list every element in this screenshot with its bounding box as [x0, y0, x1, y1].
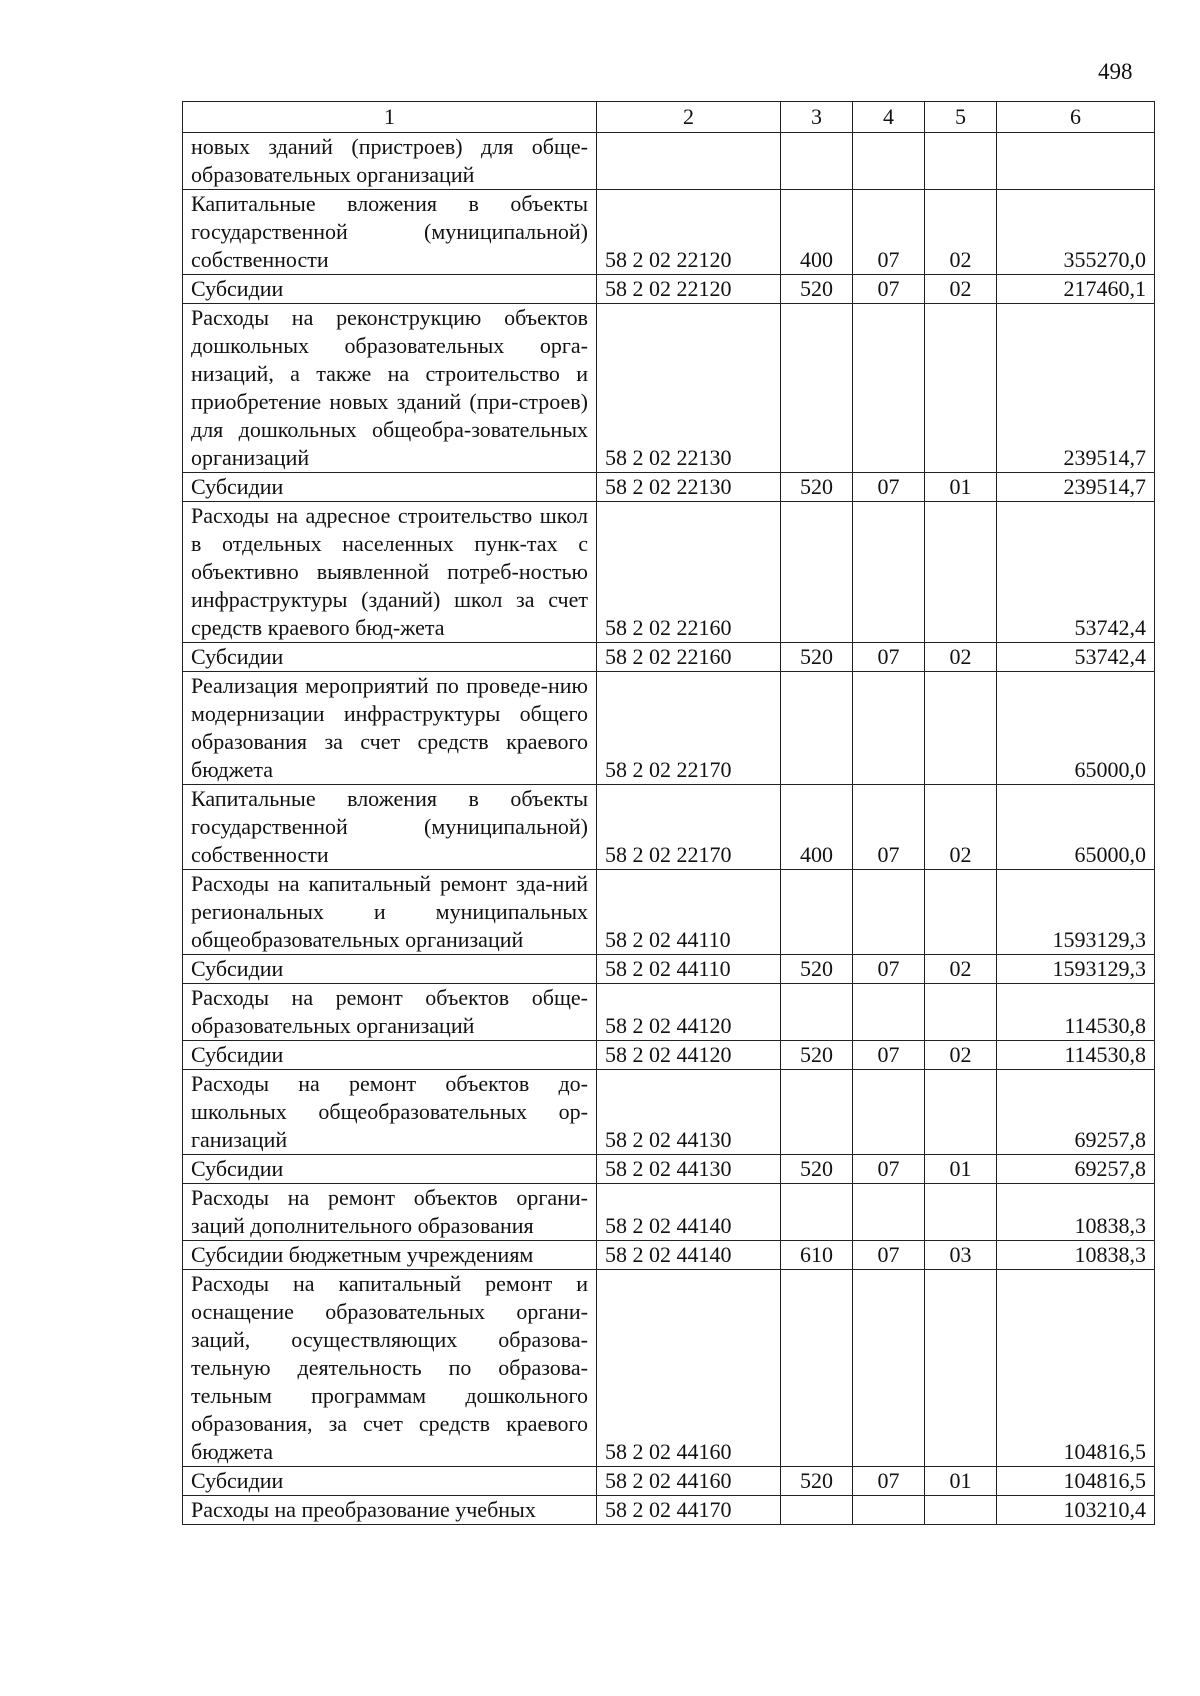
row-amount-cell: 69257,8 — [997, 1070, 1155, 1155]
row-subsection-cell — [925, 984, 997, 1041]
row-amount-cell: 217460,1 — [997, 275, 1155, 304]
row-name-cell: Расходы на ремонт объектов обще-образовательных организаций — [183, 984, 597, 1041]
table-row — [183, 1241, 1155, 1270]
row-code-cell: 58 2 02 44140 — [597, 1184, 781, 1241]
row-expense-type-cell: 520 — [781, 1041, 853, 1070]
table-row — [183, 473, 1155, 502]
row-expense-type-cell — [781, 870, 853, 955]
row-section-cell: 07 — [853, 1041, 925, 1070]
row-expense-type-cell: 520 — [781, 1467, 853, 1496]
row-subsection-cell: 02 — [925, 785, 997, 870]
row-name-cell: Субсидии — [183, 1155, 597, 1184]
column-header-1: 1 — [183, 102, 597, 133]
row-expense-type-cell: 520 — [781, 955, 853, 984]
row-section-cell: 07 — [853, 190, 925, 275]
row-amount-cell: 53742,4 — [997, 643, 1155, 672]
row-code-cell: 58 2 02 44160 — [597, 1270, 781, 1467]
row-subsection-cell: 02 — [925, 275, 997, 304]
row-section-cell: 07 — [853, 1241, 925, 1270]
row-expense-type-cell — [781, 1496, 853, 1525]
row-expense-type-cell — [781, 502, 853, 643]
column-header-3: 3 — [781, 102, 853, 133]
row-code-cell: 58 2 02 22130 — [597, 473, 781, 502]
row-name-cell: Капитальные вложения в объекты государственной (муниципальной) собственности — [183, 190, 597, 275]
row-section-cell — [853, 1070, 925, 1155]
column-header-4: 4 — [853, 102, 925, 133]
row-name-cell: Субсидии — [183, 1041, 597, 1070]
row-code-cell: 58 2 02 44120 — [597, 1041, 781, 1070]
row-section-cell: 07 — [853, 1155, 925, 1184]
table-row — [183, 984, 1155, 1041]
row-expense-type-cell — [781, 304, 853, 473]
row-expense-type-cell — [781, 1070, 853, 1155]
row-expense-type-cell: 520 — [781, 473, 853, 502]
row-code-cell — [597, 133, 781, 190]
row-expense-type-cell — [781, 672, 853, 785]
row-amount-cell: 239514,7 — [997, 473, 1155, 502]
row-amount-cell: 10838,3 — [997, 1184, 1155, 1241]
row-subsection-cell — [925, 870, 997, 955]
row-subsection-cell — [925, 1496, 997, 1525]
row-expense-type-cell: 610 — [781, 1241, 853, 1270]
table-body — [183, 133, 1155, 1525]
row-amount-cell: 104816,5 — [997, 1467, 1155, 1496]
row-amount-cell: 104816,5 — [997, 1270, 1155, 1467]
row-name-cell: Субсидии — [183, 643, 597, 672]
page-number: 498 — [1098, 59, 1133, 84]
row-subsection-cell: 01 — [925, 1467, 997, 1496]
row-amount-cell: 103210,4 — [997, 1496, 1155, 1525]
row-code-cell: 58 2 02 44120 — [597, 984, 781, 1041]
table-row — [183, 133, 1155, 190]
column-header-5: 5 — [925, 102, 997, 133]
row-name-cell: Расходы на капитальный ремонт зда-ний региональных и муниципальных общеобразовательных организаций — [183, 870, 597, 955]
row-code-cell: 58 2 02 44110 — [597, 870, 781, 955]
row-section-cell: 07 — [853, 955, 925, 984]
table-row — [183, 672, 1155, 785]
row-subsection-cell: 02 — [925, 190, 997, 275]
row-subsection-cell — [925, 502, 997, 643]
table-row — [183, 1184, 1155, 1241]
row-subsection-cell — [925, 672, 997, 785]
row-amount-cell: 355270,0 — [997, 190, 1155, 275]
row-section-cell — [853, 304, 925, 473]
row-section-cell — [853, 502, 925, 643]
column-header-6: 6 — [997, 102, 1155, 133]
row-expense-type-cell: 520 — [781, 275, 853, 304]
table-row — [183, 304, 1155, 473]
row-subsection-cell — [925, 133, 997, 190]
row-amount-cell: 10838,3 — [997, 1241, 1155, 1270]
row-amount-cell: 1593129,3 — [997, 955, 1155, 984]
row-expense-type-cell — [781, 133, 853, 190]
row-subsection-cell — [925, 1184, 997, 1241]
row-name-cell: Расходы на адресное строительство школ в отдельных населенных пунк-тах с объективно выявленной потреб-ностью инфраструктуры (зданий) школ за счет средств краевого бюд-жета — [183, 502, 597, 643]
row-section-cell — [853, 1496, 925, 1525]
row-name-cell: Субсидии — [183, 1467, 597, 1496]
row-name-cell: Субсидии бюджетным учреждениям — [183, 1241, 597, 1270]
row-amount-cell: 65000,0 — [997, 672, 1155, 785]
row-amount-cell — [997, 133, 1155, 190]
row-subsection-cell: 02 — [925, 955, 997, 984]
row-section-cell — [853, 1270, 925, 1467]
row-section-cell — [853, 1184, 925, 1241]
row-name-cell: Реализация мероприятий по проведе-нию модернизации инфраструктуры общего образования за счет средств краевого бюджета — [183, 672, 597, 785]
row-section-cell: 07 — [853, 473, 925, 502]
row-amount-cell: 1593129,3 — [997, 870, 1155, 955]
row-section-cell — [853, 870, 925, 955]
row-expense-type-cell: 400 — [781, 190, 853, 275]
row-expense-type-cell — [781, 1184, 853, 1241]
row-code-cell: 58 2 02 22170 — [597, 672, 781, 785]
row-subsection-cell: 03 — [925, 1241, 997, 1270]
row-section-cell: 07 — [853, 785, 925, 870]
row-amount-cell: 53742,4 — [997, 502, 1155, 643]
row-name-cell: новых зданий (пристроев) для обще-образовательных организаций — [183, 133, 597, 190]
table-row — [183, 643, 1155, 672]
row-amount-cell: 239514,7 — [997, 304, 1155, 473]
row-name-cell: Субсидии — [183, 473, 597, 502]
column-header-2: 2 — [597, 102, 781, 133]
row-subsection-cell — [925, 1070, 997, 1155]
row-expense-type-cell: 520 — [781, 643, 853, 672]
table-row — [183, 785, 1155, 870]
row-expense-type-cell — [781, 984, 853, 1041]
row-name-cell: Расходы на преобразование учебных — [183, 1496, 597, 1525]
header-row — [183, 102, 1155, 133]
row-code-cell: 58 2 02 44140 — [597, 1241, 781, 1270]
table-row — [183, 1155, 1155, 1184]
row-subsection-cell: 01 — [925, 473, 997, 502]
table-row — [183, 870, 1155, 955]
row-code-cell: 58 2 02 22160 — [597, 502, 781, 643]
row-amount-cell: 69257,8 — [997, 1155, 1155, 1184]
row-expense-type-cell: 520 — [781, 1155, 853, 1184]
table-row — [183, 1041, 1155, 1070]
row-code-cell: 58 2 02 22130 — [597, 304, 781, 473]
table-row — [183, 1467, 1155, 1496]
row-code-cell: 58 2 02 22120 — [597, 190, 781, 275]
row-subsection-cell — [925, 304, 997, 473]
row-subsection-cell: 02 — [925, 1041, 997, 1070]
row-subsection-cell: 01 — [925, 1155, 997, 1184]
row-name-cell: Расходы на ремонт объектов органи-заций дополнительного образования — [183, 1184, 597, 1241]
row-expense-type-cell — [781, 1270, 853, 1467]
row-code-cell: 58 2 02 44130 — [597, 1070, 781, 1155]
row-code-cell: 58 2 02 44170 — [597, 1496, 781, 1525]
row-code-cell: 58 2 02 44110 — [597, 955, 781, 984]
row-name-cell: Расходы на ремонт объектов до-школьных общеобразовательных ор-ганизаций — [183, 1070, 597, 1155]
table-row — [183, 1070, 1155, 1155]
table-row — [183, 1496, 1155, 1525]
row-code-cell: 58 2 02 22120 — [597, 275, 781, 304]
row-amount-cell: 65000,0 — [997, 785, 1155, 870]
row-code-cell: 58 2 02 44130 — [597, 1155, 781, 1184]
table-row — [183, 502, 1155, 643]
row-name-cell: Расходы на капитальный ремонт и оснащение образовательных органи-заций, осуществляющих образова-тельную деятельность по образова-тельным программам дошкольного образования, за счет средств краевого бюджета — [183, 1270, 597, 1467]
row-subsection-cell — [925, 1270, 997, 1467]
row-name-cell: Субсидии — [183, 955, 597, 984]
table-row — [183, 1270, 1155, 1467]
row-subsection-cell: 02 — [925, 643, 997, 672]
row-section-cell: 07 — [853, 275, 925, 304]
row-section-cell: 07 — [853, 643, 925, 672]
table-row — [183, 955, 1155, 984]
row-expense-type-cell: 400 — [781, 785, 853, 870]
table-row — [183, 275, 1155, 304]
row-section-cell: 07 — [853, 1467, 925, 1496]
row-section-cell — [853, 984, 925, 1041]
row-section-cell — [853, 133, 925, 190]
table-row — [183, 190, 1155, 275]
budget-table — [182, 101, 1155, 1525]
row-code-cell: 58 2 02 22160 — [597, 643, 781, 672]
row-name-cell: Субсидии — [183, 275, 597, 304]
row-amount-cell: 114530,8 — [997, 1041, 1155, 1070]
row-amount-cell: 114530,8 — [997, 984, 1155, 1041]
row-section-cell — [853, 672, 925, 785]
row-name-cell: Капитальные вложения в объекты государственной (муниципальной) собственности — [183, 785, 597, 870]
row-code-cell: 58 2 02 44160 — [597, 1467, 781, 1496]
row-name-cell: Расходы на реконструкцию объектов дошкольных образовательных орга-низаций, а также на строительство и приобретение новых зданий (при-строев) для дошкольных общеобра-зовательных организаций — [183, 304, 597, 473]
row-code-cell: 58 2 02 22170 — [597, 785, 781, 870]
